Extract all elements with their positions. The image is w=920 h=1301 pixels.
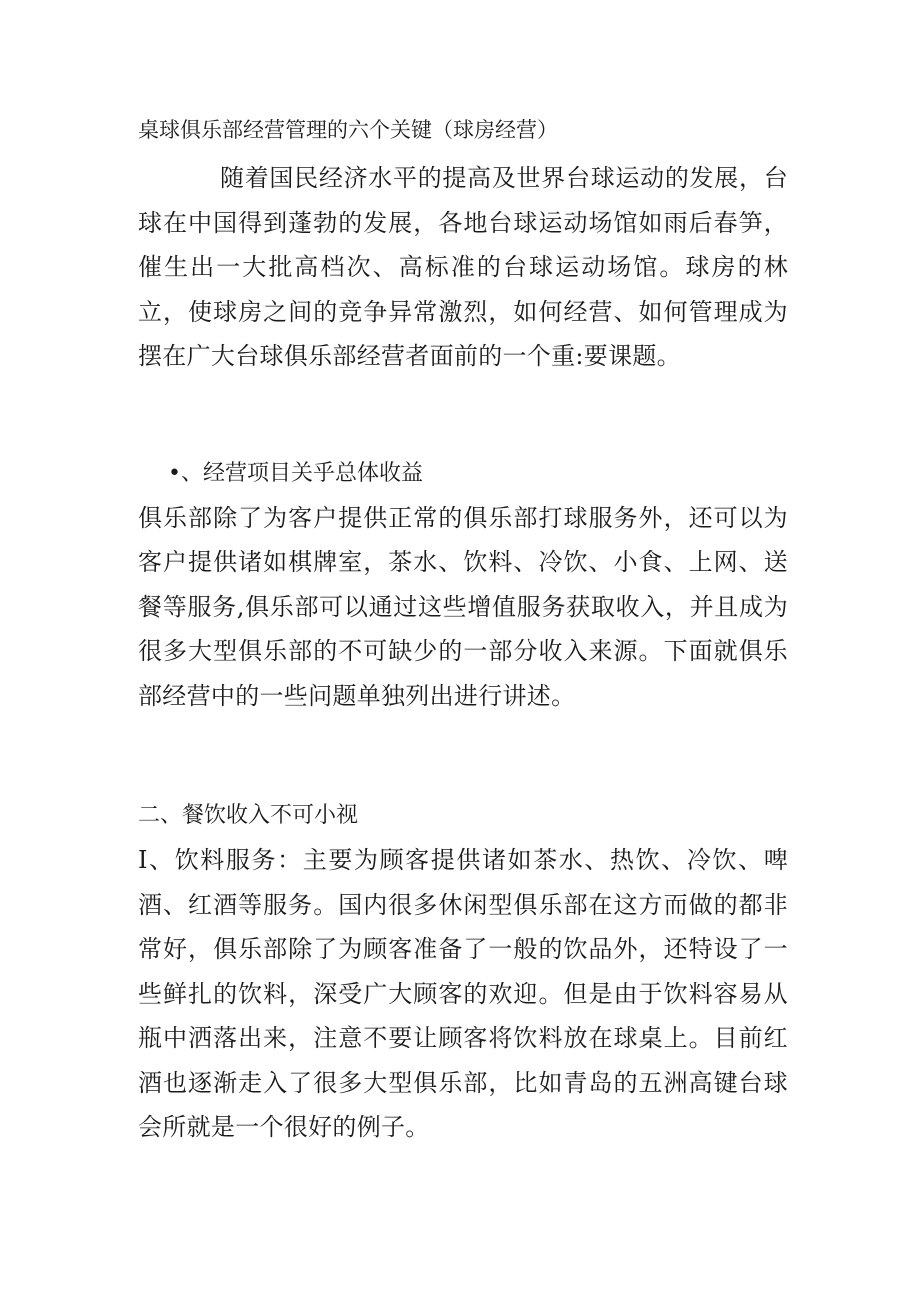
section-body-catering: I、饮料服务：主要为顾客提供诸如茶水、热饮、冷饮、啤酒、红酒等服务。国内很多休闲型俱乐部在这方而做的都非常好，俱乐部除了为顾客准备了一般的饮品外，还特设了一些鲜扎的饮料，深受广大顾客的欢迎。但是由于饮料容易从瓶中洒落出来，注意不要让顾客将饮料放在球桌上。目前红酒也逐渐走入了很多大型俱乐部，比如青岛的五洲高键台球会所就是一个很好的例子。 [138,846,788,1141]
document-page [138,108,788,1150]
section-body-operations: 俱乐部除了为客户提供正常的俱乐部打球服务外，还可以为客户提供诸如棋牌室，茶水、饮料、冷饮、小食、上网、送餐等服务,俱乐部可以通过这些增值服务获取收入，并且成为很多大型俱乐部的不可缺少的一部分收入来源。下面就俱乐部经营中的一些问题单独列出进行讲述。 [138,503,788,710]
document-title: 桌球俱乐部经营管理的六个关键（球房经营） [138,118,558,142]
intro-paragraph: 随着国民经济水平的提高及世界台球运动的发展，台球在中国得到蓬勃的发展，各地台球运动场馆如雨后春笋，催生出一大批高档次、高标准的台球运动场馆。球房的林立，使球房之间的竞争异常激烈，如何经营、如何管理成为摆在广大台球俱乐部经营者面前的一个重:要课题。 [138,164,788,370]
section-heading-catering: 二、餐饮收入不可小视 [138,803,359,828]
section-heading-operations: •、经营项目关乎总体收益 [168,460,423,486]
